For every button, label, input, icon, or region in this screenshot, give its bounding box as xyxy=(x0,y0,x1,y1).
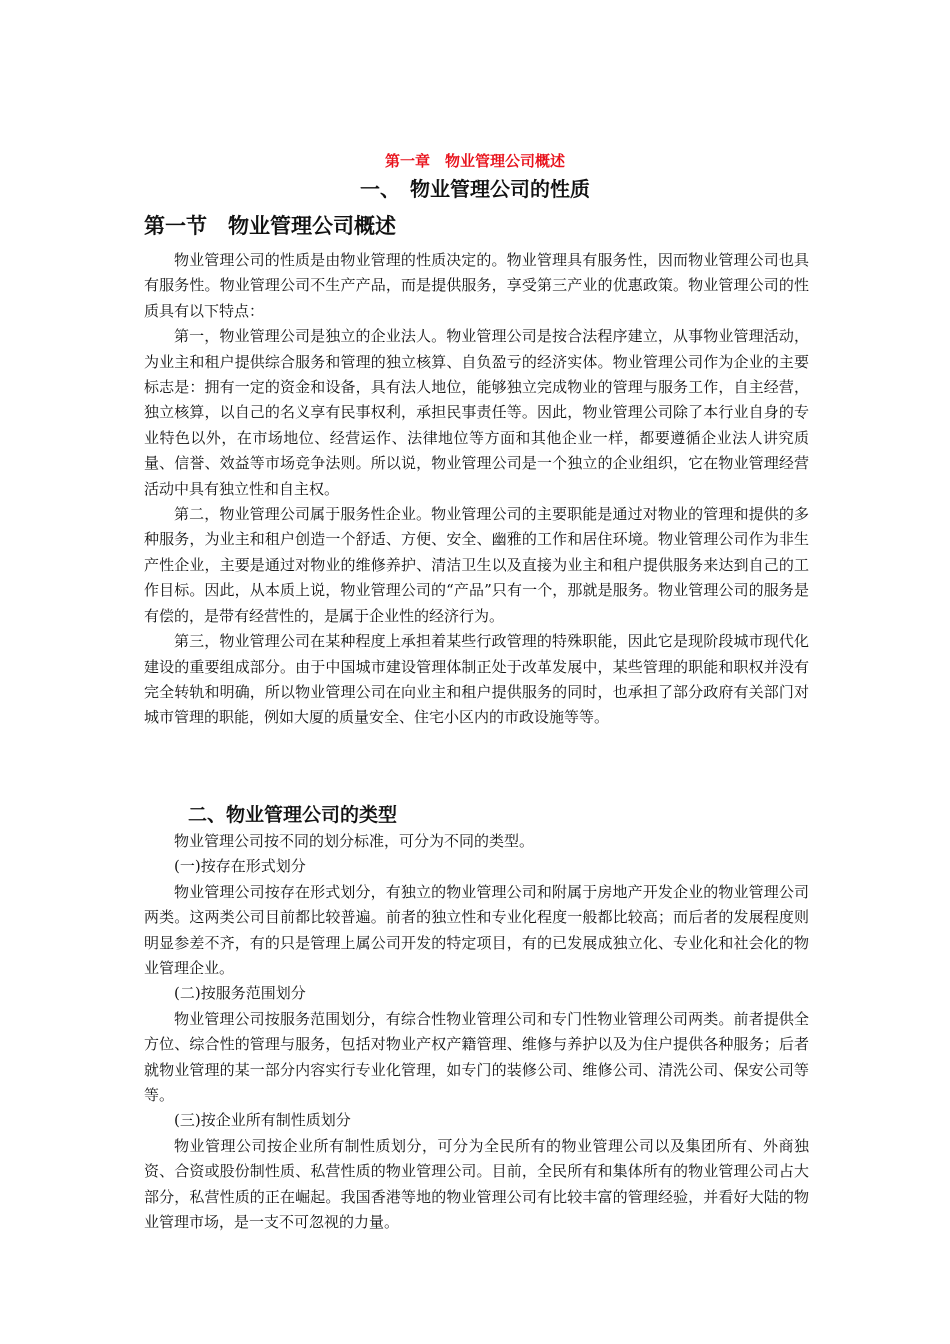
paragraph: 第二，物业管理公司属于服务性企业。物业管理公司的主要职能是通过对物业的管理和提供的多种服务，为业主和租户创造一个舒适、方便、安全、幽雅的工作和居住环境。物业管理公司作为非生产性企业，主要是通过对物业的维修养护、清洁卫生以及直接为业主和租户提供服务来达到自己的工作目标。因此，从本质上说，物业管理公司的“产品”只有一个，那就是服务。物业管理公司的服务是有偿的，是带有经营性的，是属于企业性的经济行为。 xyxy=(144,505,809,625)
paragraph: 第三，物业管理公司在某种程度上承担着某些行政管理的特殊职能，因此它是现阶段城市现代化建设的重要组成部分。由于中国城市建设管理体制正处于改革发展中，某些管理的职能和职权并没有完全转轨和明确，所以物业管理公司在向业主和租户提供服务的同时，也承担了部分政府有关部门对城市管理的职能，例如大厦的质量安全、住宅小区内的市政设施等等。 xyxy=(144,632,809,727)
chapter-title: 第一章 物业管理公司概述 xyxy=(384,152,565,170)
types-heading: 二、物业管理公司的类型 xyxy=(188,804,398,826)
sub-heading-existence-form: (一)按存在形式划分 xyxy=(174,857,306,876)
sub-heading-ownership: (三)按企业所有制性质划分 xyxy=(174,1111,351,1130)
subsection-heading: 第一节 物业管理公司概述 xyxy=(144,214,396,238)
paragraph: 物业管理公司按服务范围划分，有综合性物业管理公司和专门性物业管理公司两类。前者提供全方位、综合性的管理与服务，包括对物业产权产籍管理、维修与养护以及为住户提供各种服务；后者就物业管理的某一部分内容实行专业化管理，如专门的装修公司、维修公司、清洗公司、保安公司等等。 xyxy=(144,1009,809,1105)
section-two-body xyxy=(144,797,809,1236)
sub-heading-service-scope: (二)按服务范围划分 xyxy=(174,984,306,1003)
paragraph: 物业管理公司按企业所有制性质划分，可分为全民所有的物业管理公司以及集团所有、外商独资、合资或股份制性质、私营性质的物业管理公司。目前，全民所有和集体所有的物业管理公司占大部分，私营性质的正在崛起。我国香港等地的物业管理公司有比较丰富的管理经验，并看好大陆的物业管理市场，是一支不可忽视的力量。 xyxy=(144,1136,809,1232)
paragraph: 物业管理公司的性质是由物业管理的性质决定的。物业管理具有服务性，因而物业管理公司也具有服务性。物业管理公司不生产产品，而是提供服务，享受第三产业的优惠政策。物业管理公司的性质具有以下特点： xyxy=(144,251,809,320)
paragraph: 物业管理公司按存在形式划分，有独立的物业管理公司和附属于房地产开发企业的物业管理公司两类。这两类公司目前都比较普遍。前者的独立性和专业化程度一般都比较高；而后者的发展程度则明显参差不齐，有的只是管理上属公司开发的特定项目，有的已发展成独立化、专业化和社会化的物业管理企业。 xyxy=(144,882,809,978)
section-heading: 一、 物业管理公司的性质 xyxy=(360,177,590,201)
paragraph: 第一，物业管理公司是独立的企业法人。物业管理公司是按合法程序建立，从事物业管理活动，为业主和租户提供综合服务和管理的独立核算、自负盈亏的经济实体。物业管理公司作为企业的主要标志是：拥有一定的资金和设备，具有法人地位，能够独立完成物业的管理与服务工作，自主经营，独立核算，以自己的名义享有民事权利，承担民事责任等。因此，物业管理公司除了本行业自身的专业特色以外，在市场地位、经营运作、法律地位等方面和其他企业一样，都要遵循企业法人讲究质量、信誉、效益等市场竞争法则。所以说，物业管理公司是一个独立的企业组织，它在物业管理经营活动中具有独立性和自主权。 xyxy=(144,327,809,498)
section-one-body xyxy=(144,248,809,731)
types-intro: 物业管理公司按不同的划分标准，可分为不同的类型。 xyxy=(174,832,535,850)
